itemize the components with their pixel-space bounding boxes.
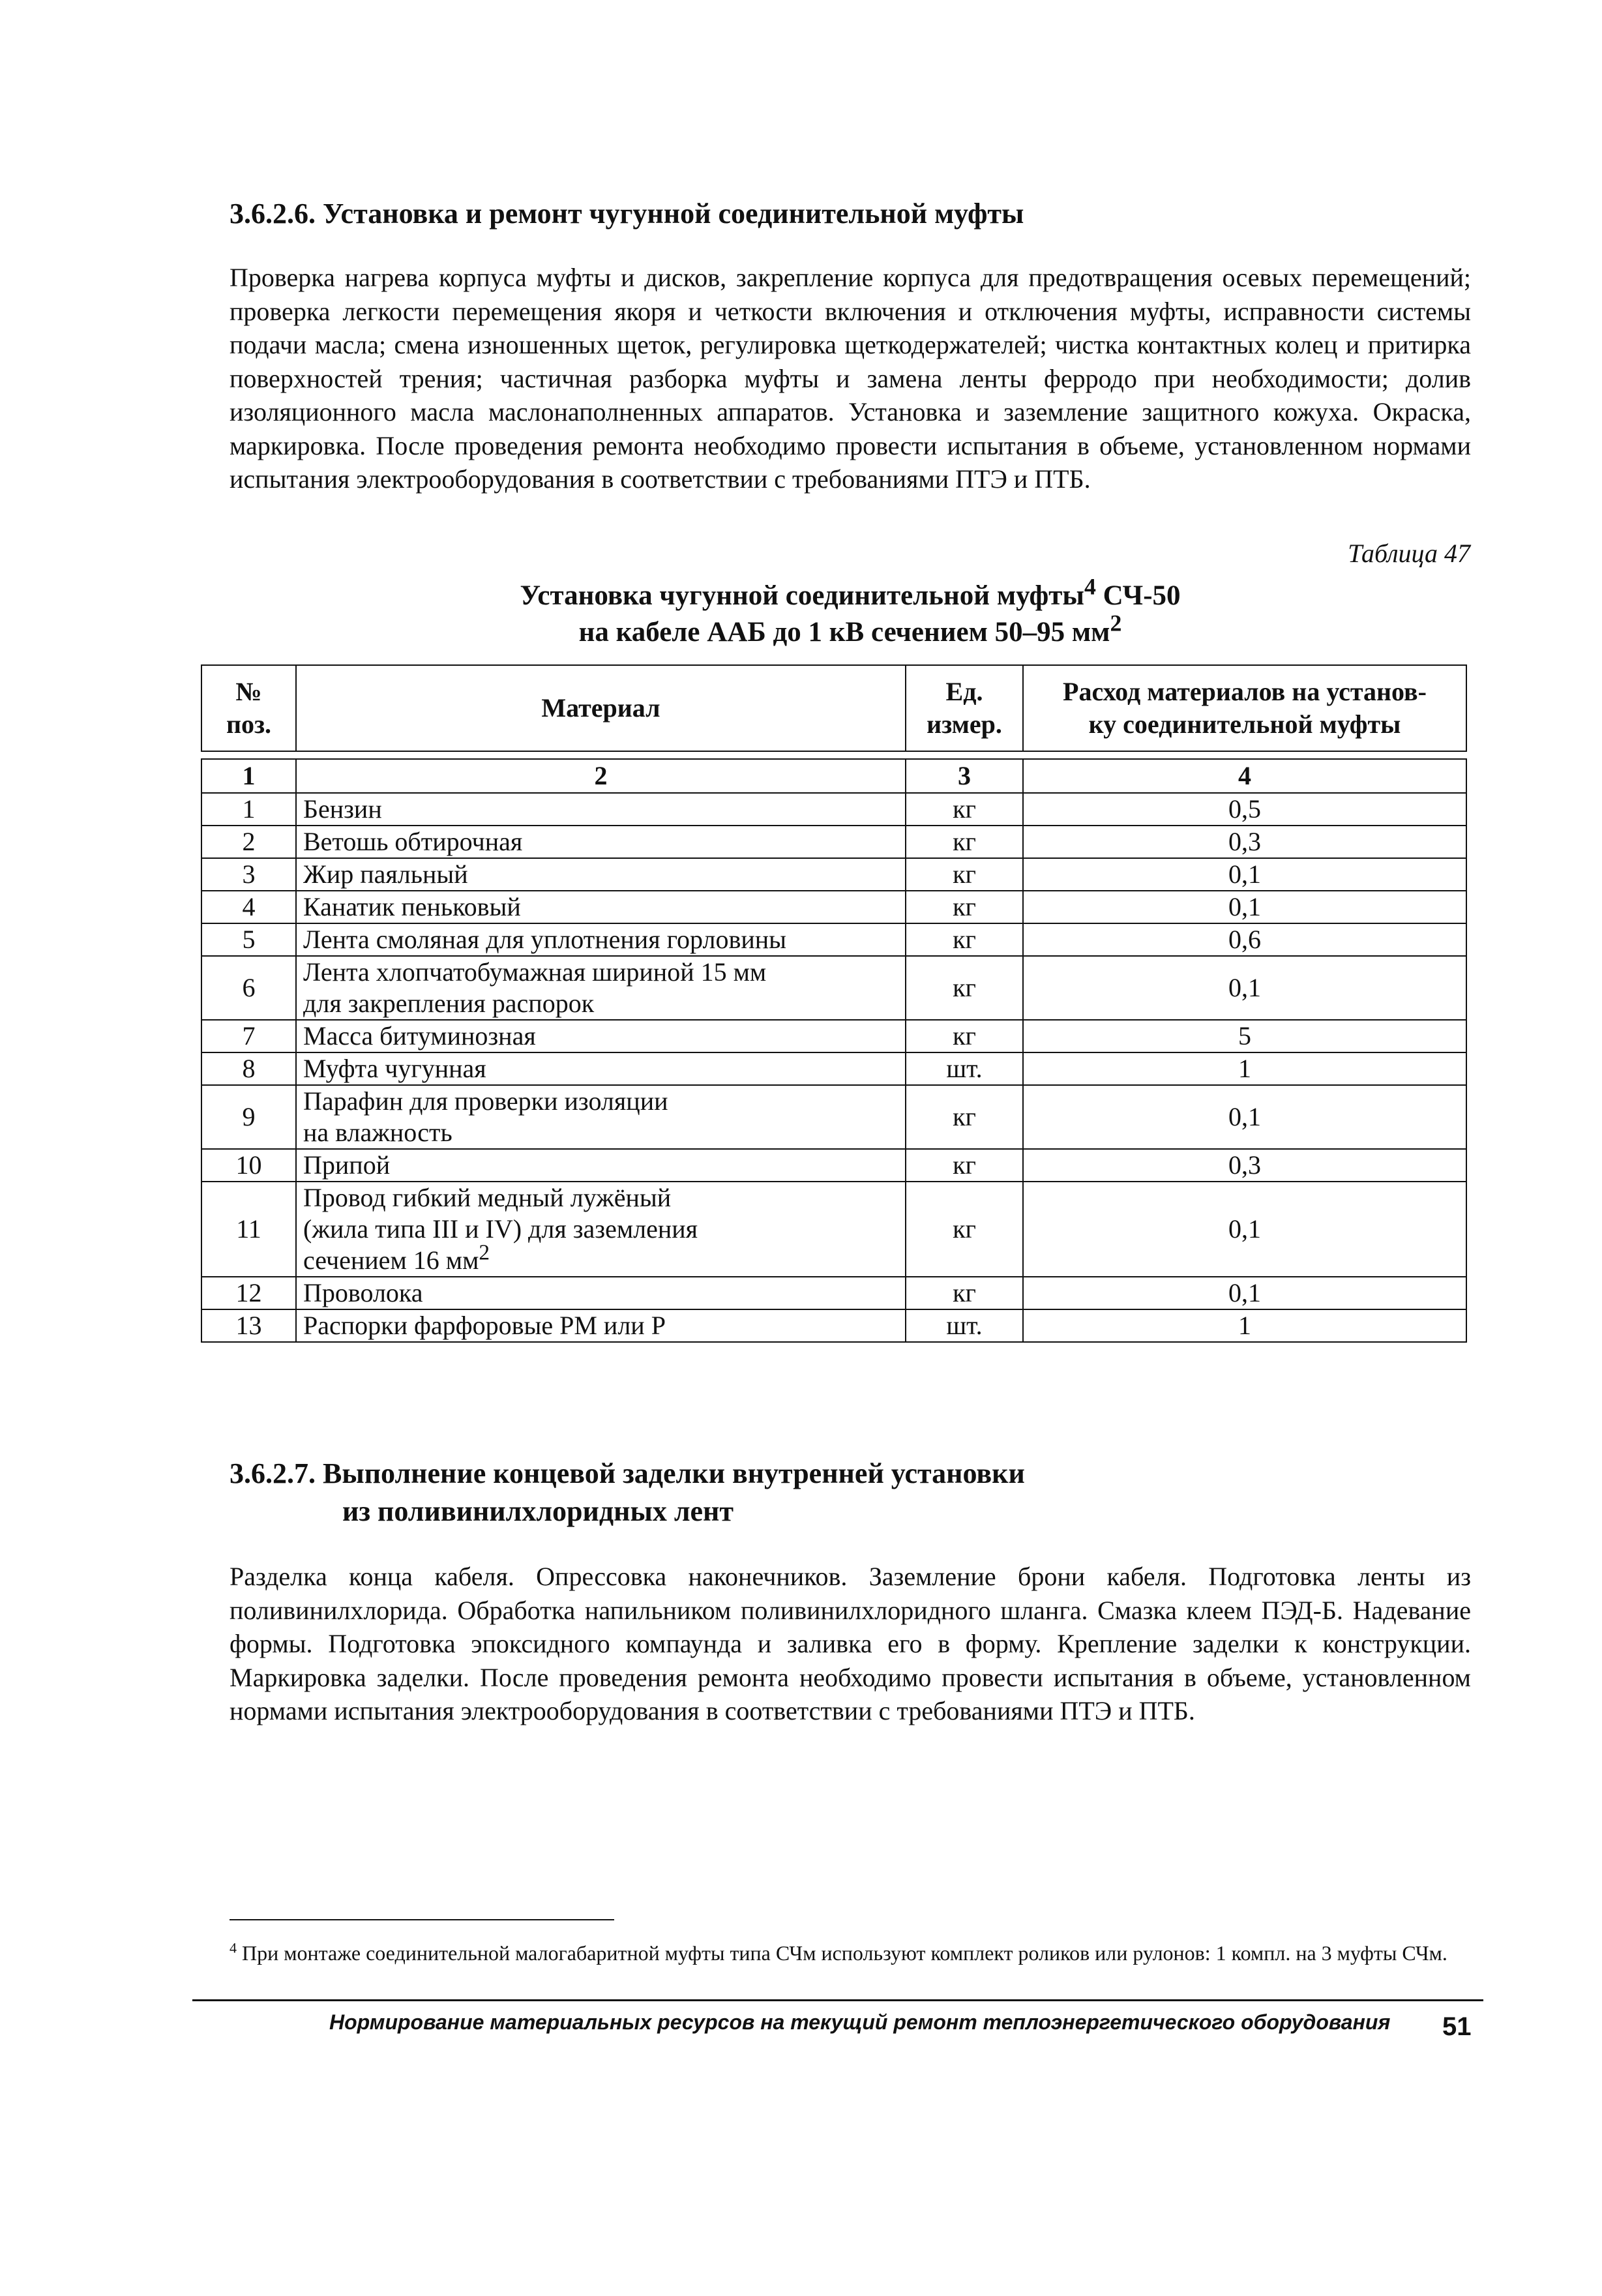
table-caption-line-1 <box>230 573 1471 614</box>
footnote <box>230 1939 1471 1967</box>
cell-material: Жир паяльный <box>296 858 906 891</box>
header-usage <box>1023 665 1466 751</box>
separator-cell <box>201 751 1466 759</box>
table-row <box>201 956 1466 1020</box>
cell-pos: 6 <box>201 956 296 1020</box>
table-caption <box>230 573 1471 651</box>
table-row <box>201 1309 1466 1342</box>
footer-title: Нормирование материальных ресурсов на текущий ремонт теплоэнергетического оборудования <box>329 2010 1391 2034</box>
table-row <box>201 891 1466 923</box>
cell-amount: 0,5 <box>1023 793 1466 826</box>
section-body-3-6-2-6: Проверка нагрева корпуса муфты и дисков, закрепление корпуса для предотвращения осевых перемещений; проверка легкости перемещения якоря и четкости включения и отключения муфты, исправности системы подачи масла; смена изношенных щеток, регулировка щеткодержателей; чистка контактных колец и притирка поверхностей трения; частичная разборка муфты и замена ленты ферродо при необходимости; долив изоляционного масла маслонаполненных аппаратов. Установка и заземление защитного кожуха. Окраска, маркировка. После проведения ремонта необходимо провести испытания в объеме, установленном нормами испытания электрооборудования в соответствии с требованиями ПТЭ и ПТБ. <box>230 263 1471 494</box>
cell-unit: кг <box>906 793 1023 826</box>
section-heading-3-6-2-7-line-2: из поливинилхлоридных лент <box>342 1495 734 1527</box>
cell-material: Парафин для проверки изоляции на влажность <box>296 1085 906 1149</box>
table-row <box>201 793 1466 826</box>
cell-material: Распорки фарфоровые РМ или Р <box>296 1309 906 1342</box>
cell-pos: 4 <box>201 891 296 923</box>
cell-amount: 0,1 <box>1023 858 1466 891</box>
caption-text: СЧ-50 <box>1095 580 1181 611</box>
cell-amount: 0,3 <box>1023 1149 1466 1182</box>
cell-material: Лента хлопчатобумажная шириной 15 мм для закрепления распорок <box>296 956 906 1020</box>
cell-unit: шт. <box>906 1052 1023 1085</box>
page-number: 51 <box>1442 2012 1472 2041</box>
table-row <box>201 1052 1466 1085</box>
header-pos <box>201 665 296 751</box>
cell-pos: 11 <box>201 1182 296 1277</box>
table-row <box>201 1020 1466 1052</box>
cell-amount: 1 <box>1023 1309 1466 1342</box>
cell-amount: 5 <box>1023 1020 1466 1052</box>
cell-pos: 3 <box>201 858 296 891</box>
table-header-row <box>201 665 1466 751</box>
superscript: 2 <box>479 1240 490 1265</box>
caption-text: Установка чугунной соединительной муфты <box>520 580 1084 611</box>
cell-amount: 0,1 <box>1023 1085 1466 1149</box>
cell-amount: 1 <box>1023 1052 1466 1085</box>
cell-unit: кг <box>906 826 1023 858</box>
cell-material: Припой <box>296 1149 906 1182</box>
table-row <box>201 858 1466 891</box>
footnote-text: При монтаже соединительной малогабаритной муфты типа СЧм используют комплект роликов или рулонов: 1 компл. на 3 муфты СЧм. <box>237 1941 1447 1965</box>
cell-unit: кг <box>906 1182 1023 1277</box>
cell-pos: 1 <box>201 793 296 826</box>
cell-pos: 9 <box>201 1085 296 1149</box>
table-row <box>201 923 1466 956</box>
cell-material: Провод гибкий медный лужёный (жила типа III и IV) для заземления сечением 16 $мм^2$ <box>296 1182 906 1277</box>
cell-pos: 13 <box>201 1309 296 1342</box>
table-row <box>201 1182 1466 1277</box>
header-unit <box>906 665 1023 751</box>
cell-unit: кг <box>906 923 1023 956</box>
cell-material: Лента смоляная для уплотнения горловины <box>296 923 906 956</box>
cell-unit: кг <box>906 1277 1023 1309</box>
header-text: ку соединительной муфты <box>1088 709 1401 739</box>
cell-material: Ветошь обтирочная <box>296 826 906 858</box>
cell-unit: кг <box>906 1149 1023 1182</box>
cell-material: Масса битуминозная <box>296 1020 906 1052</box>
cell-material: Проволока <box>296 1277 906 1309</box>
table-caption-line-2 <box>230 610 1471 651</box>
column-number: 2 <box>296 759 906 793</box>
cell-pos: 10 <box>201 1149 296 1182</box>
cell-unit: кг <box>906 858 1023 891</box>
cell-pos: 7 <box>201 1020 296 1052</box>
cell-amount: 0,6 <box>1023 923 1466 956</box>
column-number: 3 <box>906 759 1023 793</box>
section-body-3-6-2-7: Разделка конца кабеля. Опрессовка наконечников. Заземление брони кабеля. Подготовка ленты из поливинилхлорида. Обработка напильником поливинилхлоридного шланга. Смазка клеем ПЭД-Б. Надевание формы. Подготовка эпоксидного компаунда и заливка его в форму. Крепление заделки к конструкции. Маркировка заделки. После проведения ремонта необходимо провести испытания в объеме, установленном нормами испытания электрооборудования в соответствии с требованиями ПТЭ и ПТБ. <box>230 1562 1471 1725</box>
cell-unit: кг <box>906 1085 1023 1149</box>
section-heading-3-6-2-7: 3.6.2.7. Выполнение концевой заделки внутренней установки <box>230 1457 1025 1489</box>
header-text: Ед. <box>945 677 983 706</box>
header-text: поз. <box>226 709 272 739</box>
footnote-mark: 4 <box>230 1939 237 1956</box>
table-row <box>201 1277 1466 1309</box>
cell-amount: 0,1 <box>1023 1182 1466 1277</box>
cell-amount: 0,1 <box>1023 1277 1466 1309</box>
column-number: 4 <box>1023 759 1466 793</box>
materials-table <box>201 664 1467 1343</box>
table-number: Таблица 47 <box>1348 539 1470 568</box>
header-text: измер. <box>927 709 1002 739</box>
cell-amount: 0,1 <box>1023 956 1466 1020</box>
cell-pos: 5 <box>201 923 296 956</box>
table-body <box>201 793 1466 1342</box>
section-heading-3-6-2-6: 3.6.2.6. Установка и ремонт чугунной соединительной муфты <box>230 198 1024 230</box>
cell-unit: кг <box>906 1020 1023 1052</box>
header-text: № <box>235 677 262 706</box>
cell-pos: 12 <box>201 1277 296 1309</box>
table-row <box>201 1085 1466 1149</box>
cell-pos: 2 <box>201 826 296 858</box>
header-material: Материал <box>296 665 906 751</box>
footer-divider <box>192 1999 1483 2001</box>
cell-material: Муфта чугунная <box>296 1052 906 1085</box>
cell-amount: 0,1 <box>1023 891 1466 923</box>
column-number-row <box>201 759 1466 793</box>
cell-unit: шт. <box>906 1309 1023 1342</box>
column-number: 1 <box>201 759 296 793</box>
superscript: 2 <box>1110 610 1122 636</box>
footnote-ref: 4 <box>1084 573 1096 600</box>
cell-unit: кг <box>906 956 1023 1020</box>
cell-material: Бензин <box>296 793 906 826</box>
cell-material: Канатик пеньковый <box>296 891 906 923</box>
caption-text: на кабеле ААБ до 1 кВ сечением 50–95 мм <box>578 617 1110 648</box>
header-text: Расход материалов на установ- <box>1063 677 1427 706</box>
table-row <box>201 826 1466 858</box>
footnote-divider <box>230 1919 614 1920</box>
cell-unit: кг <box>906 891 1023 923</box>
cell-pos: 8 <box>201 1052 296 1085</box>
cell-amount: 0,3 <box>1023 826 1466 858</box>
header-separator <box>201 751 1466 759</box>
table-row <box>201 1149 1466 1182</box>
